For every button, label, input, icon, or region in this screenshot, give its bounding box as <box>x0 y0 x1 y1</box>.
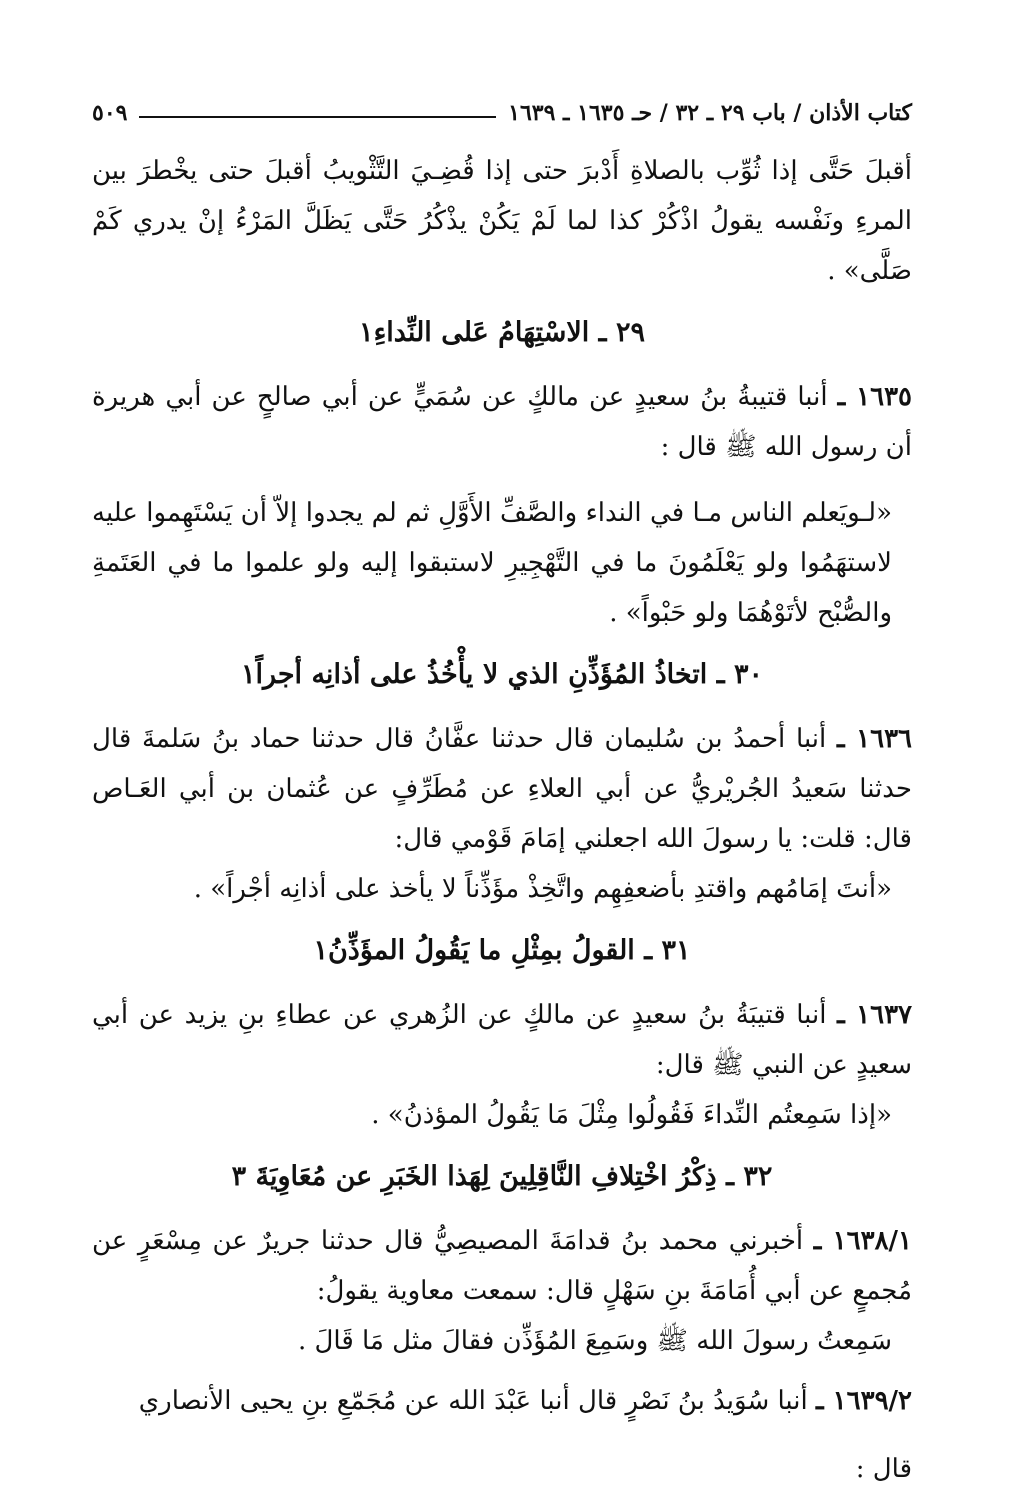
hadith-1639 <box>92 1376 912 1426</box>
running-header-title: كتاب الأذان / باب ٢٩ ـ ٣٢ / حـ ١٦٣٥ ـ ١٦٣٩ <box>508 100 912 126</box>
header-rule <box>139 116 496 118</box>
hadith-number: ١٦٣٦ ـ <box>837 724 913 754</box>
hadith-1636 <box>92 714 912 864</box>
page-number: ٥٠٩ <box>92 100 128 126</box>
hadith-1638 <box>92 1216 912 1316</box>
hadith-number: ١٦٣٧ ـ <box>837 1000 913 1030</box>
paragraph: أقبلَ حَتَّى إذا ثُوِّب بالصلاةِ أَدْبرَ حتى إذا قُضِـيَ التَّثْويبُ أقبلَ حتى يخْطرَ بين المرءِ ونَفْسه يقولُ اذْكُرْ كذا لما لَمْ يَكُنْ يذْكُرُ حَتَّى يَظَلَّ المَرْءُ إنْ يدري كَمْ صَلَّى» . <box>92 156 912 286</box>
section-heading-30: ٣٠ ـ اتخاذُ المُؤَذِّنِ الذي لا يأْخُذُ على أذانِه أجراً١ <box>240 659 764 690</box>
hadith-text: أنبا قتيبَةُ بنُ سعيدٍ عن مالكٍ عن الزُهري عن عطاءِ بنِ يزيد عن أبي سعيدٍ عن النبي ﷺ قال: <box>92 1000 912 1080</box>
hadith-quote: «إذا سَمِعتُم النِّداءَ فَقُولُوا مِثْلَ مَا يَقُولُ المؤذنُ» . <box>371 1100 892 1130</box>
hadith-text: أنبا قتيبةُ بنُ سعيدٍ عن مالكٍ عن سُمَيٍّ عن أبي صالحٍ عن أبي هريرة أن رسول الله ﷺ قال : <box>92 382 912 462</box>
hadith-number: ١٦٣٨/١ ـ <box>813 1226 912 1256</box>
hadith-quote: «لـويَعلم الناس مـا في النداء والصَّفِّ الأَوَّلِ ثم لم يجدوا إلاّ أن يَسْتَهِموا عليه لاستهَمُوا ولو يَعْلَمُونَ ما في التَّهْجِيرِ لاستبقوا إليه ولو علموا ما في العَتَمةِ والصُّبْح لأتَوْهُمَا ولو حَبْواً» . <box>92 498 892 628</box>
continuation-text: قال : <box>855 1454 912 1484</box>
hadith-quote: سَمِعتُ رسولَ الله ﷺ وسَمِعَ المُؤَذِّن فقالَ مثل مَا قَالَ . <box>297 1326 892 1356</box>
section-heading-31: ٣١ ـ القولُ بمِثْلِ ما يَقُولُ المؤَذِّنُ١ <box>313 935 691 966</box>
hadith-text: أنبا أحمدُ بن سُليمان قال حدثنا عفَّانُ قال حدثنا حماد بنُ سَلمةَ قال حدثنا سَعيدُ الجُريْريُّ عن أبي العلاءِ عن مُطَرِّفٍ عن عُثمان بن أبي العَـاص قال: قلت: يا رسولَ الله اجعلني إمَامَ قَوْمي قال: <box>92 724 912 854</box>
hadith-text: أنبا سُوَيدُ بنُ نَصْرٍ قال أنبا عَبْدَ الله عن مُجَمّعِ بنِ يحيى الأنصاري <box>138 1386 808 1416</box>
hadith-1635 <box>92 372 912 472</box>
hadith-1637 <box>92 990 912 1090</box>
page-body <box>92 146 912 1494</box>
section-heading-29: ٢٩ ـ الاسْتِهَامُ عَلى النِّداءِ١ <box>359 317 645 348</box>
hadith-text: أخبرني محمد بنُ قدامَةَ المصيصِيُّ قال حدثنا جريرٌ عن مِسْعَرٍ عن مُجمعٍ عن أبي أُمَامَةَ بنِ سَهْلٍ قال: سمعت معاوية يقولُ: <box>92 1226 912 1306</box>
running-header <box>92 86 912 126</box>
section-heading-32: ٣٢ ـ ذِكْرُ اخْتِلافِ النَّاقِلِينَ لِهَذا الخَبَرِ عن مُعَاوِيَةَ ٣ <box>231 1161 773 1192</box>
hadith-number: ١٦٣٩/٢ ـ <box>816 1386 912 1416</box>
hadith-number: ١٦٣٥ ـ <box>837 382 912 412</box>
hadith-quote: «أنتَ إمَامُهم واقتدِ بأضعفِهِم واتَّخِذْ مؤَذِّناً لا يأخذ على أذانِه أجْراً» . <box>193 874 892 904</box>
